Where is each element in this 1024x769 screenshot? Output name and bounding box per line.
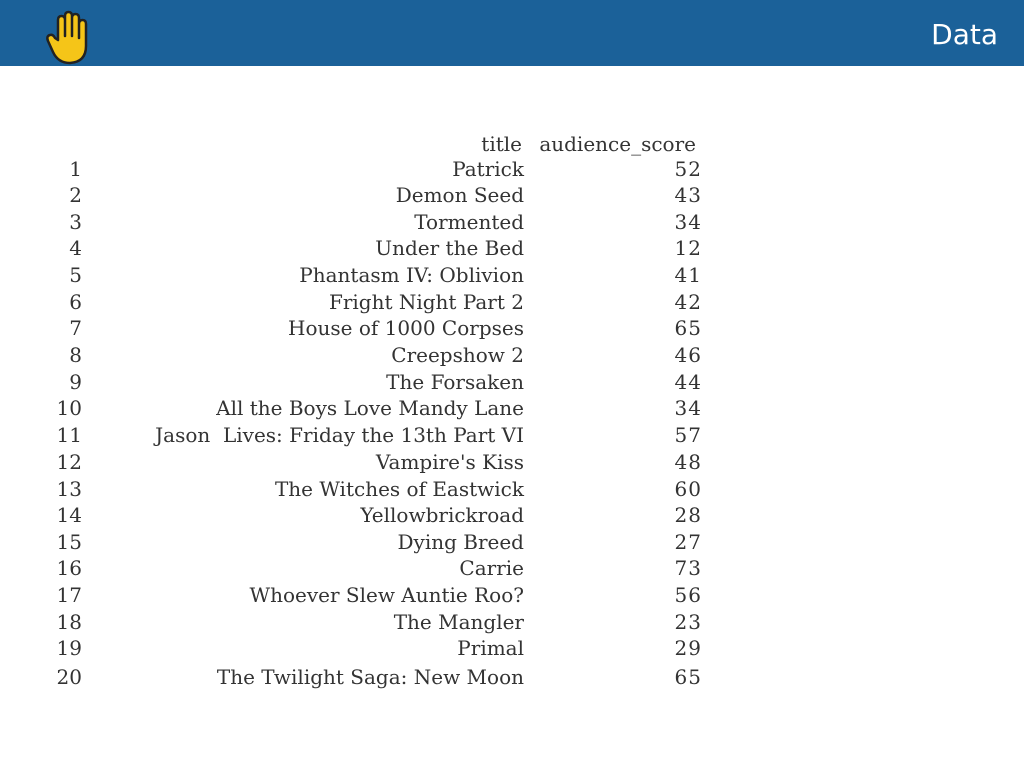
row-title: The Witches of Eastwick bbox=[274, 477, 524, 501]
row-title: Vampire's Kiss bbox=[375, 450, 524, 474]
row-index: 15 bbox=[56, 530, 82, 554]
row-index: 5 bbox=[69, 263, 82, 287]
row-audience-score: 27 bbox=[674, 530, 702, 554]
row-audience-score: 60 bbox=[674, 477, 702, 501]
row-audience-score: 52 bbox=[674, 157, 702, 181]
row-audience-score: 28 bbox=[674, 503, 702, 527]
row-index: 12 bbox=[56, 450, 82, 474]
row-index: 19 bbox=[56, 636, 82, 660]
row-index: 11 bbox=[56, 423, 82, 447]
row-audience-score: 56 bbox=[674, 583, 702, 607]
row-title: House of 1000 Corpses bbox=[288, 316, 524, 340]
row-index: 17 bbox=[56, 583, 82, 607]
row-index: 3 bbox=[69, 210, 82, 234]
row-index: 10 bbox=[56, 396, 82, 420]
row-index: 20 bbox=[56, 665, 82, 689]
row-title: The Forsaken bbox=[386, 370, 524, 394]
row-index: 13 bbox=[56, 477, 82, 501]
row-index: 2 bbox=[69, 183, 82, 207]
row-audience-score: 12 bbox=[674, 236, 702, 260]
row-audience-score: 65 bbox=[674, 316, 702, 340]
row-title: Demon Seed bbox=[395, 183, 524, 207]
row-index: 18 bbox=[56, 610, 82, 634]
column-header-title: title bbox=[481, 132, 522, 156]
row-audience-score: 34 bbox=[674, 210, 702, 234]
row-title: Under the Bed bbox=[375, 236, 524, 260]
row-index: 7 bbox=[69, 316, 82, 340]
row-index: 1 bbox=[69, 157, 82, 181]
row-title: The Twilight Saga: New Moon bbox=[216, 665, 524, 689]
row-audience-score: 73 bbox=[674, 556, 702, 580]
column-header-audience-score: audience_score bbox=[539, 132, 696, 156]
row-audience-score: 57 bbox=[674, 423, 702, 447]
row-title: Primal bbox=[457, 636, 524, 660]
row-index: 8 bbox=[69, 343, 82, 367]
row-audience-score: 65 bbox=[674, 665, 702, 689]
row-audience-score: 44 bbox=[674, 370, 702, 394]
row-index: 4 bbox=[69, 236, 82, 260]
row-index: 16 bbox=[56, 556, 82, 580]
row-index: 6 bbox=[69, 290, 82, 314]
row-audience-score: 42 bbox=[674, 290, 702, 314]
row-audience-score: 29 bbox=[674, 636, 702, 660]
page-title: Data bbox=[931, 18, 998, 51]
row-title: The Mangler bbox=[393, 610, 524, 634]
row-title: Patrick bbox=[452, 157, 524, 181]
row-title: All the Boys Love Mandy Lane bbox=[216, 396, 524, 420]
row-audience-score: 41 bbox=[674, 263, 702, 287]
row-title: Whoever Slew Auntie Roo? bbox=[249, 583, 524, 607]
row-title: Carrie bbox=[459, 556, 524, 580]
row-index: 9 bbox=[69, 370, 82, 394]
row-title: Yellowbrickroad bbox=[360, 503, 524, 527]
row-audience-score: 23 bbox=[674, 610, 702, 634]
row-index: 14 bbox=[56, 503, 82, 527]
row-audience-score: 46 bbox=[674, 343, 702, 367]
row-audience-score: 43 bbox=[674, 183, 702, 207]
row-title: Fright Night Part 2 bbox=[328, 290, 524, 314]
row-title: Tormented bbox=[414, 210, 524, 234]
row-audience-score: 34 bbox=[674, 396, 702, 420]
row-title: Dying Breed bbox=[397, 530, 524, 554]
row-title: Creepshow 2 bbox=[391, 343, 524, 367]
row-title: Phantasm IV: Oblivion bbox=[299, 263, 524, 287]
row-audience-score: 48 bbox=[674, 450, 702, 474]
row-title: Jason Lives: Friday the 13th Part VI bbox=[155, 423, 524, 447]
